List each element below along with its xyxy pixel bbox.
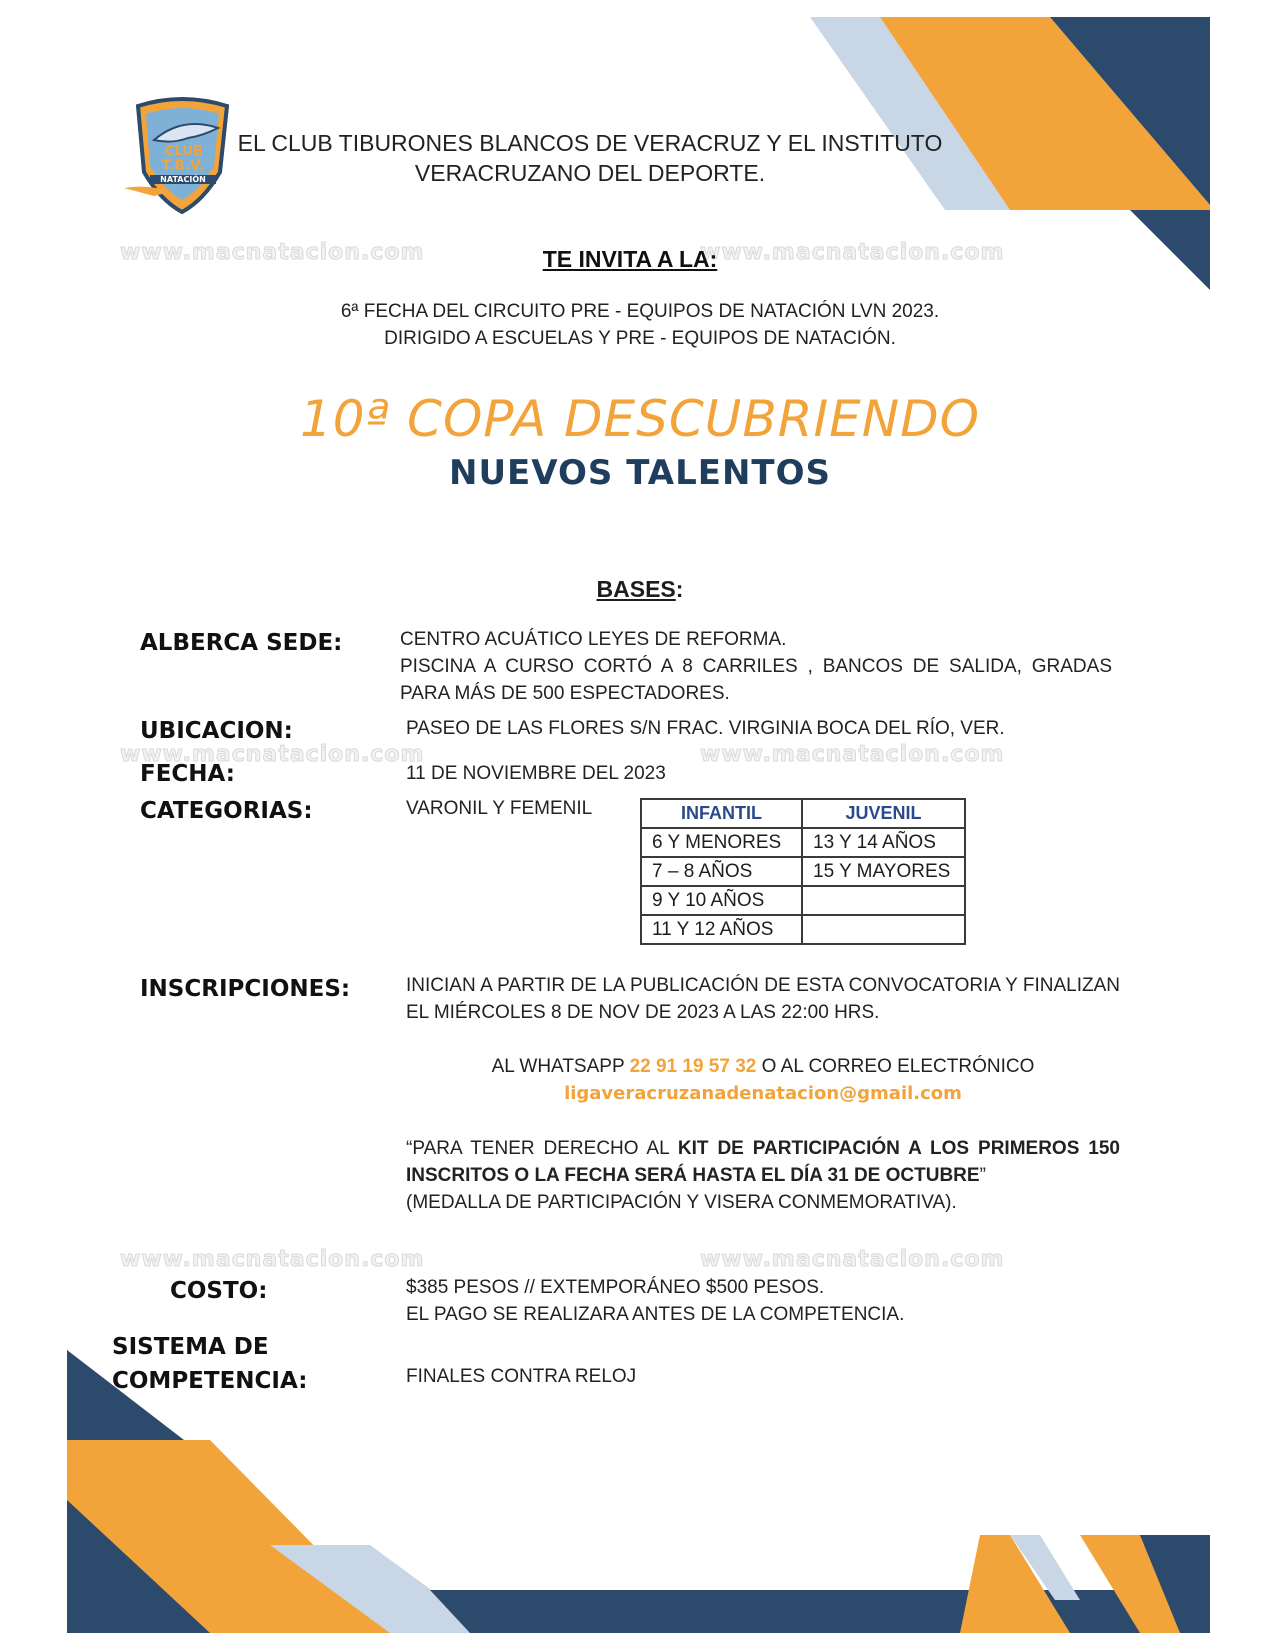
alberca-line-1: CENTRO ACUÁTICO LEYES DE REFORMA. bbox=[400, 629, 787, 650]
watermark-2: www.macnatacion.com bbox=[700, 240, 1005, 265]
table-cell: 11 Y 12 AÑOS bbox=[641, 915, 802, 944]
watermark-6: www.macnatacion.com bbox=[700, 1247, 1005, 1272]
whatsapp-link[interactable]: 22 91 19 57 32 bbox=[629, 1056, 757, 1077]
kit-info bbox=[406, 1135, 1120, 1216]
sistema-value: FINALES CONTRA RELOJ bbox=[406, 1366, 637, 1387]
table-cell: 6 Y MENORES bbox=[641, 828, 802, 857]
alberca-label: ALBERCA SEDE: bbox=[140, 630, 343, 656]
ubicacion-value: PASEO DE LAS FLORES S/N FRAC. VIRGINIA BOCA DEL RÍO, VER. bbox=[406, 718, 1005, 739]
table-cell bbox=[802, 915, 965, 944]
ivd-logo bbox=[980, 95, 1180, 171]
kit-prefix: “PARA TENER DERECHO AL bbox=[406, 1138, 669, 1159]
watermark-4: www.macnatacion.com bbox=[700, 742, 1005, 767]
kit-bold: KIT DE PARTICIPACIÓN A LOS PRIMEROS 150 INSCRITOS O LA FECHA SERÁ HASTA EL DÍA 31 DE OCTUBRE bbox=[406, 1138, 1120, 1186]
categorias-value: VARONIL Y FEMENIL bbox=[406, 798, 593, 819]
circuit-line-2: DIRIGIDO A ESCUELAS Y PRE - EQUIPOS DE NATACIÓN. bbox=[384, 328, 896, 349]
kit-close: ” bbox=[979, 1165, 986, 1186]
event-title: 10ª COPA DESCUBRIENDO bbox=[299, 390, 981, 448]
categories-table bbox=[640, 798, 966, 945]
table-row bbox=[641, 886, 965, 915]
costo-label: COSTO: bbox=[170, 1278, 268, 1304]
inscripciones-value: INICIAN A PARTIR DE LA PUBLICACIÓN DE ESTA CONVOCATORIA Y FINALIZAN EL MIÉRCOLES 8 DE NOV DE 2023 A LAS 22:00 HRS. bbox=[406, 975, 1120, 1023]
event-subtitle: NUEVOS TALENTOS bbox=[448, 453, 832, 493]
sistema-label-2: COMPETENCIA: bbox=[112, 1368, 308, 1394]
ivd-abbr: IVD bbox=[980, 95, 1048, 135]
fecha-label: FECHA: bbox=[140, 761, 235, 787]
sistema-label-1: SISTEMA DE bbox=[112, 1334, 269, 1360]
invite-heading: TE INVITA A LA: bbox=[542, 246, 718, 272]
email-link[interactable]: ligaveracruzanadenatacion@gmail.com bbox=[564, 1083, 962, 1104]
header-text bbox=[200, 128, 980, 188]
club-logo-text-2: T.B.V. bbox=[161, 158, 205, 174]
contact-mid: O AL CORREO ELECTRÓNICO bbox=[761, 1056, 1035, 1077]
watermark-1: www.macnatacion.com bbox=[120, 240, 425, 265]
table-row bbox=[641, 915, 965, 944]
table-cell: 7 – 8 AÑOS bbox=[641, 857, 802, 886]
band-navy-bottom bbox=[430, 1590, 1210, 1633]
bases-colon: : bbox=[675, 576, 684, 602]
fecha-value: 11 DE NOVIEMBRE DEL 2023 bbox=[406, 763, 666, 784]
bases-label: BASES bbox=[596, 576, 676, 602]
table-header-row bbox=[641, 799, 965, 828]
table-cell: 13 Y 14 AÑOS bbox=[802, 828, 965, 857]
table-row bbox=[641, 857, 965, 886]
ivd-name-1: Instituto Veracruzano bbox=[980, 135, 1121, 152]
circuit-info bbox=[200, 298, 1080, 352]
table-cell: 15 Y MAYORES bbox=[802, 857, 965, 886]
costo-line-1: $385 PESOS // EXTEMPORÁNEO $500 PESOS. bbox=[406, 1277, 825, 1298]
band-navy-side bbox=[1130, 210, 1210, 290]
table-header-infantil: INFANTIL bbox=[641, 799, 802, 828]
ivd-name-2: del Deporte bbox=[980, 153, 1058, 170]
kit-note: (MEDALLA DE PARTICIPACIÓN Y VISERA CONMEMORATIVA). bbox=[406, 1192, 957, 1213]
watermark-5: www.macnatacion.com bbox=[120, 1247, 425, 1272]
club-logo-text-3: NATACIÓN bbox=[150, 175, 216, 184]
alberca-line-2: PISCINA A CURSO CORTÓ A 8 CARRILES , BANCOS DE SALIDA, GRADAS PARA MÁS DE 500 ESPECTADORES. bbox=[400, 656, 1112, 704]
alberca-value bbox=[400, 626, 1112, 707]
circuit-line-1: 6ª FECHA DEL CIRCUITO PRE - EQUIPOS DE NATACIÓN LVN 2023. bbox=[340, 301, 940, 322]
sistema-label bbox=[112, 1330, 307, 1398]
table-cell bbox=[802, 886, 965, 915]
contact-info bbox=[406, 1053, 1120, 1107]
inscripciones-label: INSCRIPCIONES: bbox=[140, 976, 351, 1002]
contact-prefix: AL WHATSAPP bbox=[491, 1056, 625, 1077]
categorias-label: CATEGORIAS: bbox=[140, 798, 313, 824]
bases-heading bbox=[480, 576, 800, 603]
table-cell: 9 Y 10 AÑOS bbox=[641, 886, 802, 915]
costo-value bbox=[406, 1274, 1106, 1328]
ubicacion-label: UBICACION: bbox=[140, 718, 293, 744]
table-row bbox=[641, 828, 965, 857]
costo-line-2: EL PAGO SE REALIZARA ANTES DE LA COMPETENCIA. bbox=[406, 1304, 905, 1325]
header-line-1: EL CLUB TIBURONES BLANCOS DE VERACRUZ Y EL INSTITUTO bbox=[237, 130, 943, 156]
club-logo-text-1: CLUB bbox=[165, 144, 203, 159]
watermark-3: www.macnatacion.com bbox=[120, 742, 425, 767]
header-line-2: VERACRUZANO DEL DEPORTE. bbox=[414, 160, 766, 186]
table-header-juvenil: JUVENIL bbox=[802, 799, 965, 828]
